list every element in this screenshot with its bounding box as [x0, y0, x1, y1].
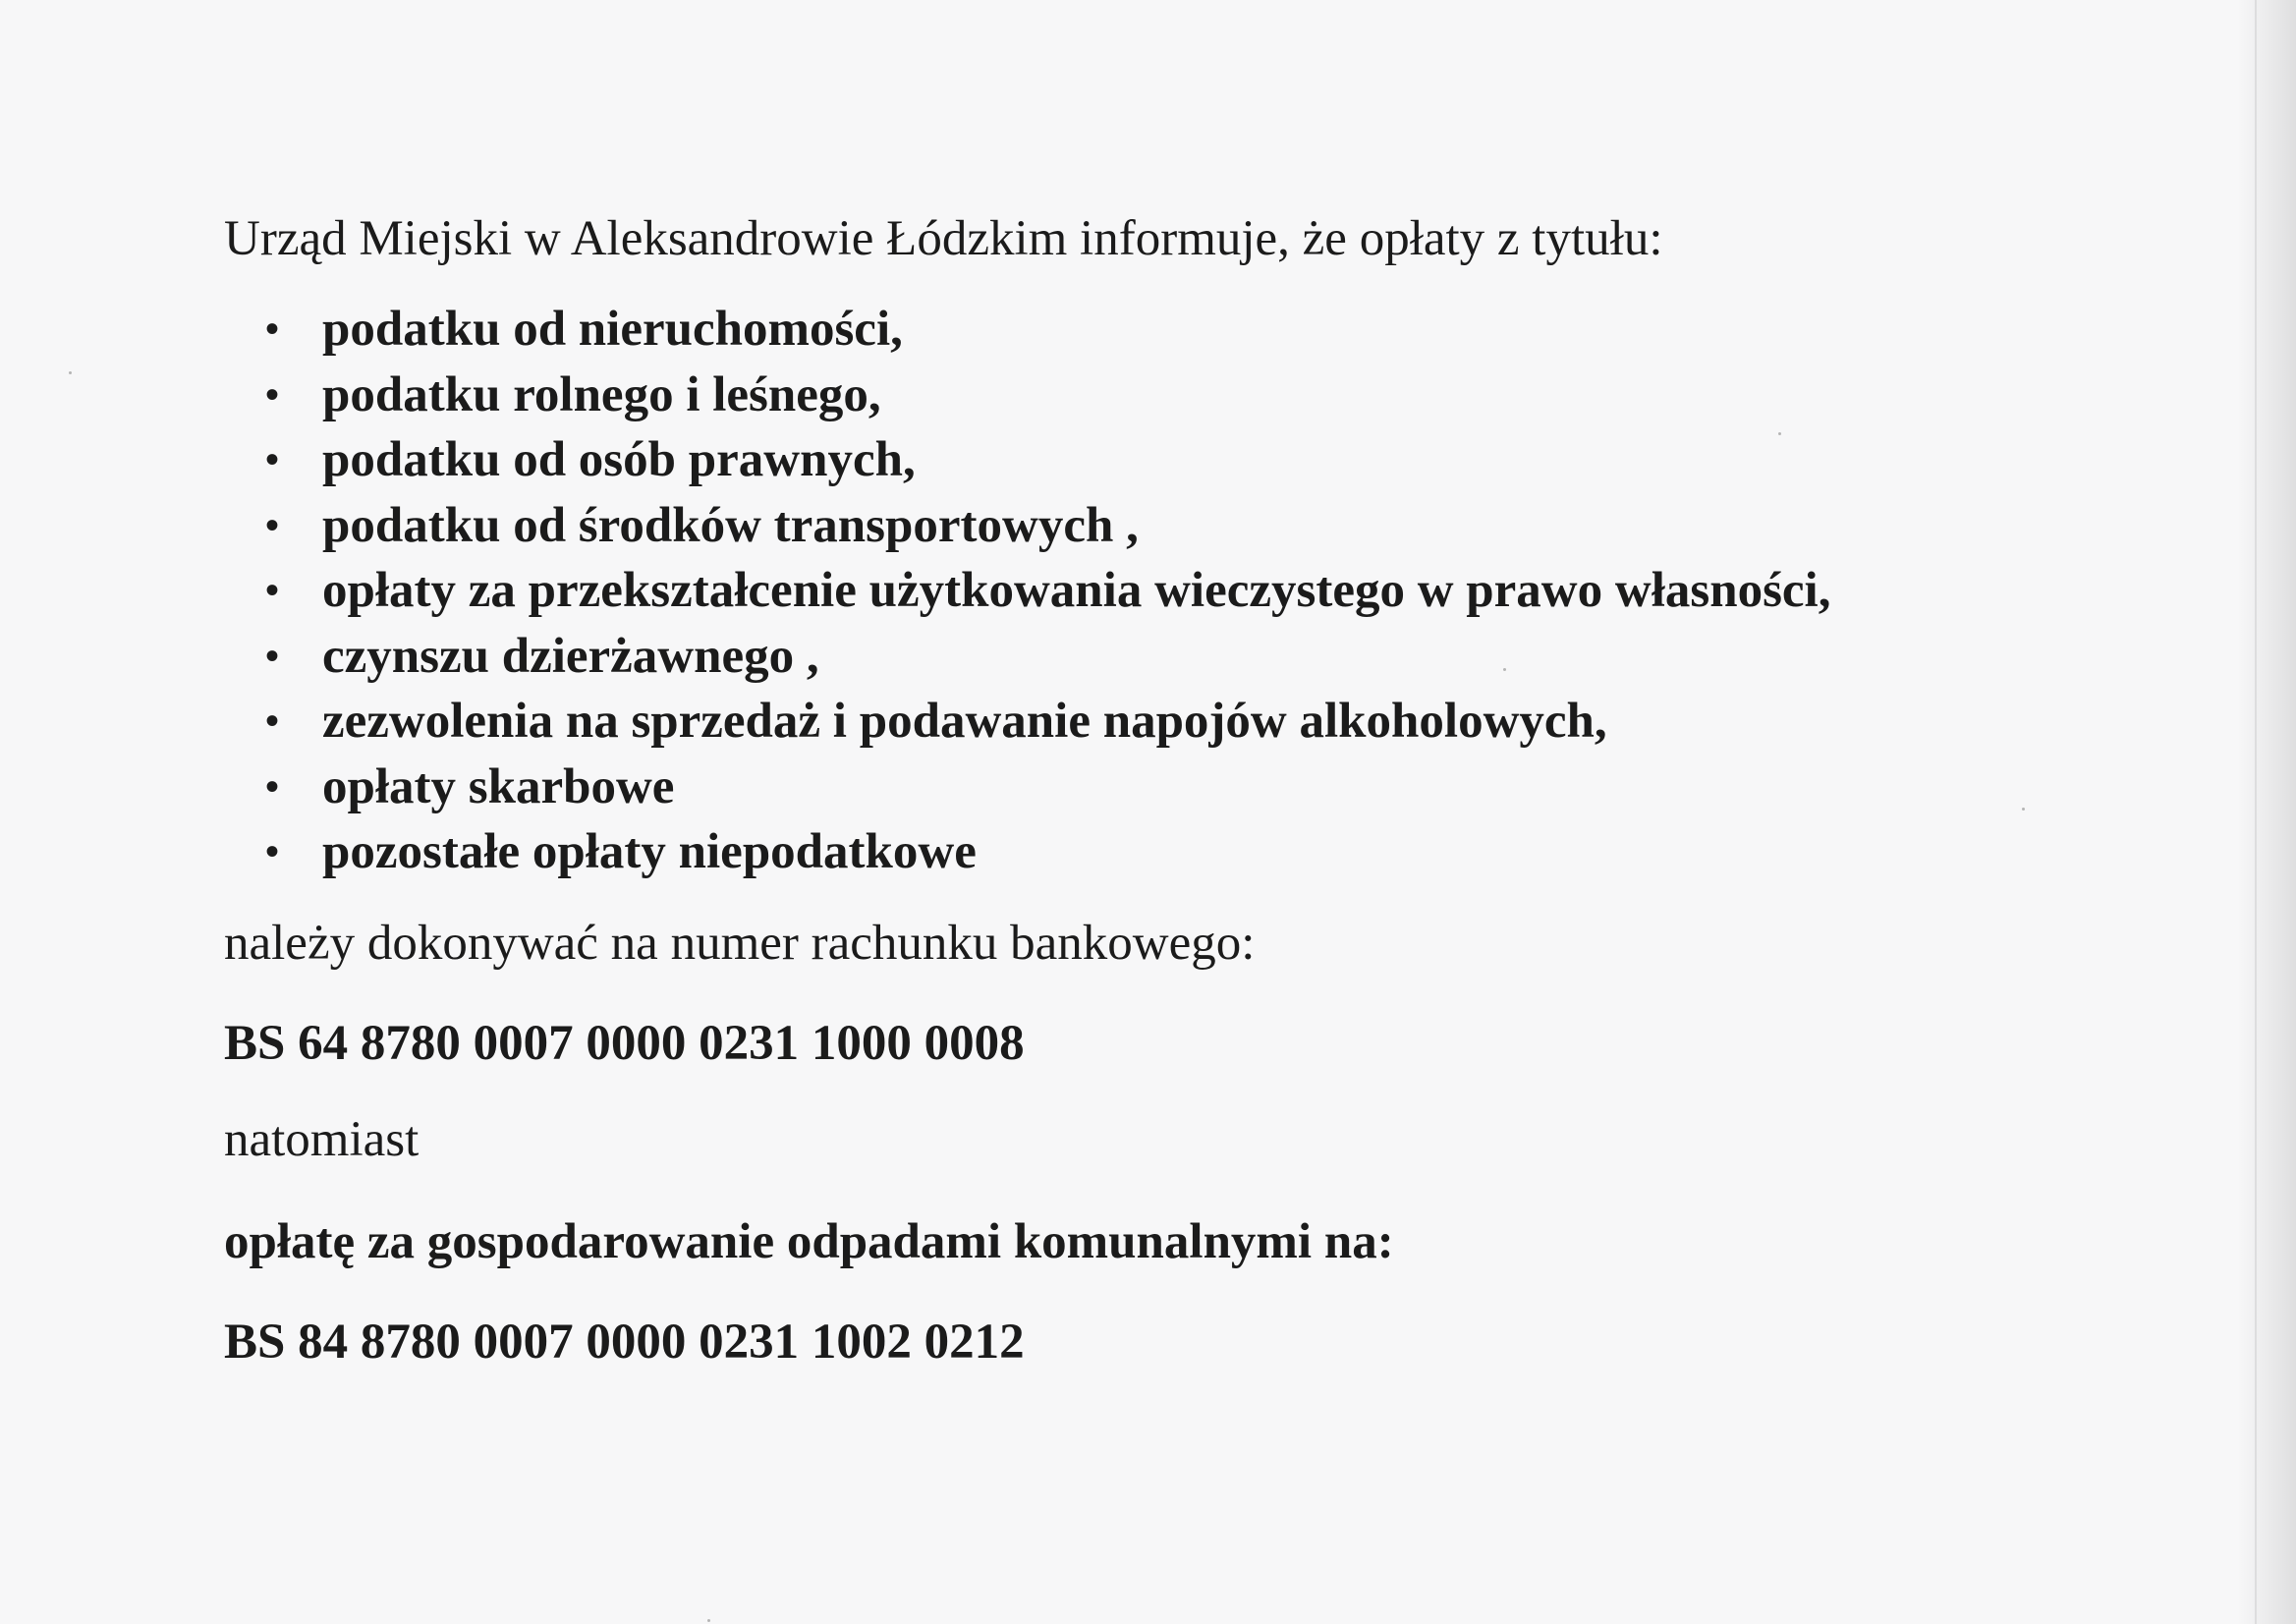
bullet-icon: •: [265, 633, 280, 678]
intro-text: Urząd Miejski w Aleksandrowie Łódzkim informuje, że opłaty z tytułu:: [224, 211, 1663, 266]
document-body: [224, 204, 2189, 1376]
list-item-text: opłaty za przekształcenie użytkowania wieczystego w prawo własności,: [322, 563, 1831, 618]
list-item: [224, 624, 2189, 690]
bullet-icon: •: [265, 502, 280, 547]
list-item-text: podatku od nieruchomości,: [322, 302, 903, 357]
list-item: [224, 689, 2189, 755]
page-right-edge: [2255, 0, 2257, 1624]
scan-speck: [707, 1619, 710, 1622]
list-item: [224, 558, 2189, 624]
list-item-text: podatku rolnego i leśnego,: [322, 366, 881, 422]
list-item-text: pozostałe opłaty niepodatkowe: [322, 824, 977, 879]
page-right-shadow: [2237, 0, 2296, 1624]
account-number-general: BS 64 8780 0007 0000 0231 1000 0008: [224, 1015, 1025, 1071]
list-item: [224, 427, 2189, 493]
list-item: [224, 493, 2189, 559]
list-item: [224, 819, 2189, 885]
list-item-text: podatku od środków transportowych ,: [322, 497, 1139, 553]
fee-list: [224, 297, 2189, 885]
scan-speck: [69, 371, 72, 374]
list-item-text: czynszu dzierżawnego ,: [322, 628, 819, 684]
list-item-text: zezwolenia na sprzedaż i podawanie napojów alkoholowych,: [322, 694, 1607, 749]
list-item-text: opłaty skarbowe: [322, 758, 675, 814]
bullet-icon: •: [265, 699, 280, 743]
payment-instruction: należy dokonywać na numer rachunku bankowego:: [224, 915, 1256, 971]
bullet-icon: •: [265, 763, 280, 809]
bullet-icon: •: [265, 307, 280, 351]
connector-text: natomiast: [224, 1111, 420, 1167]
account-number-waste: BS 84 8780 0007 0000 0231 1002 0212: [224, 1314, 1025, 1370]
bullet-icon: •: [265, 568, 280, 612]
bullet-icon: •: [265, 371, 280, 417]
bullet-icon: •: [265, 829, 280, 873]
list-item: [224, 755, 2189, 820]
list-item: [224, 297, 2189, 363]
list-item: [224, 363, 2189, 428]
bullet-icon: •: [265, 437, 280, 481]
list-item-text: podatku od osób prawnych,: [322, 432, 916, 487]
waste-fee-label: opłatę za gospodarowanie odpadami komunalnymi na:: [224, 1213, 1394, 1269]
